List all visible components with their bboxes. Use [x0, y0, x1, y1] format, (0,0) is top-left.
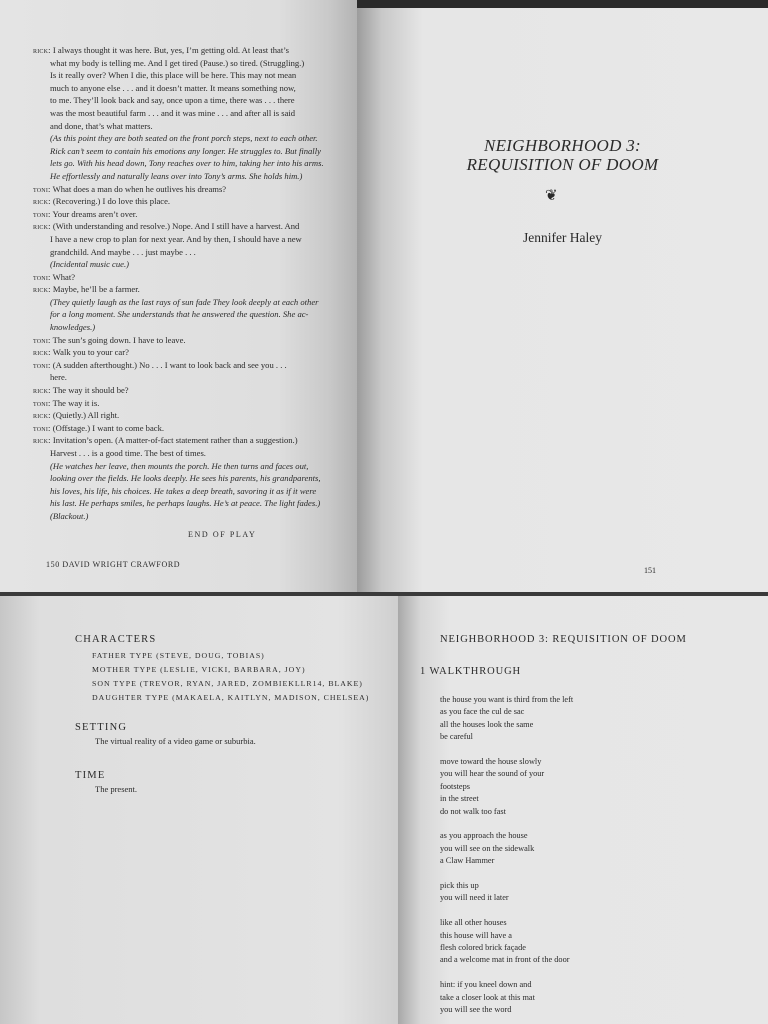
script-line	[33, 283, 333, 296]
script-line	[33, 409, 333, 422]
line-text: Rick can’t seem to contain his emotions any longer. He struggles to. But finally	[50, 145, 321, 156]
script-line	[33, 485, 333, 498]
line-text: (With understanding and resolve.) Nope. And I still have a harvest. And	[52, 221, 300, 232]
setting-text: The virtual reality of a video game or suburbia.	[95, 736, 256, 746]
speaker-name: toni:	[33, 397, 51, 408]
line-text: his loves, his life, his choices. He takes a deep breath, savoring it as if it were	[50, 485, 317, 496]
script-line	[33, 170, 333, 183]
line-text: knowledges.)	[50, 322, 96, 333]
script-line	[33, 271, 333, 284]
author-name: Jennifer Haley	[522, 230, 603, 245]
character-father: FATHER TYPE (STEVE, DOUG, TOBIAS)	[92, 651, 265, 660]
line-text: (A sudden afterthought.) No . . . I want to look back and see you . . .	[52, 359, 287, 370]
script-line	[33, 434, 333, 447]
script-line	[33, 195, 333, 208]
verse-line: do not walk too fast	[440, 806, 506, 816]
stanza-break	[440, 744, 573, 756]
speaker-name: toni:	[33, 359, 51, 370]
line-text: his last. He perhaps smiles, he perhaps laughs. He’s at peace. The light fades.)	[50, 498, 321, 509]
script-line	[33, 57, 333, 70]
script-line	[33, 321, 333, 334]
line-text: here.	[50, 372, 67, 383]
script-line	[33, 246, 333, 259]
script-line	[33, 145, 333, 158]
page-folio-right: 151	[644, 566, 656, 575]
speaker-name: rick:	[33, 347, 51, 358]
script-line	[33, 497, 333, 510]
verse-line: the house you want is third from the left	[440, 695, 574, 704]
script-line	[33, 472, 333, 485]
stanza-break	[440, 905, 573, 917]
page-150	[0, 0, 357, 594]
speaker-name: rick:	[33, 221, 51, 232]
walkthrough-page	[398, 596, 768, 1024]
script-line	[33, 510, 333, 523]
verse-line: a Claw Hammer	[440, 856, 495, 866]
line-text: The way it should be?	[52, 385, 129, 396]
script-line	[33, 359, 333, 372]
line-text: (Blackout.)	[50, 510, 89, 521]
speaker-name: toni:	[33, 422, 51, 433]
verse-line: pick this up	[440, 881, 479, 891]
characters-page	[0, 594, 398, 1024]
line-text: (Incidental music cue.)	[50, 259, 129, 270]
script-line	[33, 397, 333, 410]
script-line	[33, 44, 333, 57]
stanza-break	[440, 868, 573, 880]
script-line	[33, 308, 333, 321]
verse-line: move toward the house slowly	[440, 757, 542, 767]
script-line	[33, 183, 333, 196]
script-line	[33, 94, 333, 107]
verse-line: footsteps	[440, 781, 470, 791]
scan-seam	[0, 592, 768, 596]
character-son: SON TYPE (TREVOR, RYAN, JARED, ZOMBIEKLLR14, BLAKE)	[92, 679, 363, 688]
speaker-name: toni:	[33, 183, 51, 194]
character-mother: MOTHER TYPE (LESLIE, VICKI, BARBARA, JOY)	[92, 665, 306, 674]
time-heading: TIME	[75, 770, 106, 781]
verse-line: you will see the word	[440, 1005, 512, 1015]
script-line	[33, 334, 333, 347]
script-line	[33, 384, 333, 397]
line-text: lets go. With his head down, Tony reaches over to him, taking her into his arms.	[50, 158, 324, 169]
script-line	[33, 258, 333, 271]
line-text: He effortlessly and naturally leans over into Tony’s arms. She holds him.)	[50, 170, 303, 181]
line-text: (Recovering.) I do love this place.	[52, 196, 171, 207]
speaker-name: rick:	[33, 196, 51, 207]
verse-line: like all other houses	[440, 918, 507, 928]
line-text: What does a man do when he outlives his dreams?	[52, 183, 227, 194]
running-head: NEIGHBORHOOD 3: REQUISITION OF DOOM	[440, 634, 687, 645]
verse-line: you will need it later	[440, 893, 509, 903]
script-line	[33, 233, 333, 246]
speaker-name: rick:	[33, 435, 51, 446]
line-text: was the most beautiful farm . . . and it was mine . . . and after all is said	[50, 107, 296, 118]
characters-heading: CHARACTERS	[75, 634, 157, 645]
line-text: looking over the fields. He looks deeply. He sees his parents, his grandparents,	[50, 473, 321, 484]
script-line	[33, 69, 333, 82]
script-line	[33, 447, 333, 460]
line-text: (Quietly.) All right.	[52, 410, 120, 421]
line-text: (Offstage.) I want to come back.	[52, 422, 165, 433]
verse-line: in the street	[440, 794, 479, 804]
verse-line: as you approach the house	[440, 831, 528, 841]
line-text: (He watches her leave, then mounts the porch. He then turns and faces out,	[50, 460, 309, 471]
stanza-break	[440, 967, 573, 979]
verse-line: be careful	[440, 732, 473, 742]
speaker-name: toni:	[33, 208, 51, 219]
script-line	[33, 157, 333, 170]
line-text: Is it really over? When I die, this place will be here. This may not mean	[50, 70, 297, 81]
speaker-name: rick:	[33, 45, 51, 55]
line-text: for a long moment. She understands that he answered the question. She ac-	[50, 309, 309, 320]
line-text: (They quietly laugh as the last rays of sun fade They look deeply at each other	[50, 296, 319, 307]
character-daughter: DAUGHTER TYPE (MAKAELA, KAITLYN, MADISON, CHELSEA)	[92, 693, 370, 702]
stanza-break	[440, 818, 573, 830]
script-line	[33, 346, 333, 359]
verse-line: all the houses look the same	[440, 719, 534, 729]
script-line	[33, 107, 333, 120]
setting-heading: SETTING	[75, 722, 128, 733]
play-title-line1: NEIGHBORHOOD 3:	[483, 136, 641, 155]
section-heading: 1 WALKTHROUGH	[420, 666, 522, 677]
verse-line: take a closer look at this mat	[440, 992, 535, 1002]
verse-line: you will see on the sidewalk	[440, 843, 535, 853]
script-line	[33, 132, 333, 145]
verse-line: this house will have a	[440, 930, 512, 940]
verse-line: hint: if you kneel down and	[440, 980, 532, 990]
walkthrough-verse	[440, 694, 573, 1016]
line-text: to me. They’ll look back and say, once upon a time, there was . . . there	[50, 95, 295, 106]
line-text: I always thought it was here. But, yes, I’m getting old. At least that’s	[52, 45, 289, 55]
fleuron-icon: ❦	[545, 188, 558, 204]
line-text: What?	[52, 271, 76, 282]
script-line	[33, 422, 333, 435]
script-line	[33, 208, 333, 221]
script-line	[33, 82, 333, 95]
line-text: Maybe, he’ll be a farmer.	[52, 284, 140, 295]
line-text: (As this point they are both seated on the front porch steps, next to each other.	[50, 133, 318, 144]
play-title-line2: REQUISITION OF DOOM	[466, 155, 659, 174]
line-text: I have a new crop to plan for next year. And by then, I should have a new	[50, 233, 302, 244]
line-text: Invitation’s open. (A matter-of-fact statement rather than a suggestion.)	[52, 435, 298, 446]
verse-line: flesh colored brick façade	[440, 943, 526, 953]
line-text: Your dreams aren’t over.	[52, 208, 138, 219]
speaker-name: rick:	[33, 385, 51, 396]
line-text: Walk you to your car?	[52, 347, 129, 358]
verse-line: and a welcome mat in front of the door	[440, 955, 570, 965]
line-text: and done, that’s what matters.	[50, 120, 153, 131]
script-line	[33, 371, 333, 384]
verse-line: you will hear the sound of your	[440, 769, 545, 779]
verse-line: as you face the cul de sac	[440, 707, 525, 717]
play-script-text	[33, 44, 333, 523]
line-text: The way it is.	[52, 397, 100, 408]
speaker-name: toni:	[33, 334, 51, 345]
line-text: The sun’s going down. I have to leave.	[52, 334, 186, 345]
line-text: grandchild. And maybe . . . just maybe . . .	[50, 246, 196, 257]
script-line	[33, 296, 333, 309]
speaker-name: toni:	[33, 271, 51, 282]
page-folio-left: 150 DAVID WRIGHT CRAWFORD	[46, 560, 181, 569]
speaker-name: rick:	[33, 284, 51, 295]
speaker-name: rick:	[33, 410, 51, 421]
end-of-play: END OF PLAY	[188, 530, 257, 539]
line-text: what my body is telling me. And I get tired (Pause.) so tired. (Struggling.)	[50, 57, 305, 68]
script-line	[33, 120, 333, 133]
time-text: The present.	[95, 784, 138, 794]
page-151-title	[357, 8, 768, 594]
line-text: much to anyone else . . . and it doesn’t matter. It means something now,	[50, 82, 296, 93]
script-line	[33, 220, 333, 233]
line-text: Harvest . . . is a good time. The best of times.	[50, 448, 206, 458]
script-line	[33, 460, 333, 473]
